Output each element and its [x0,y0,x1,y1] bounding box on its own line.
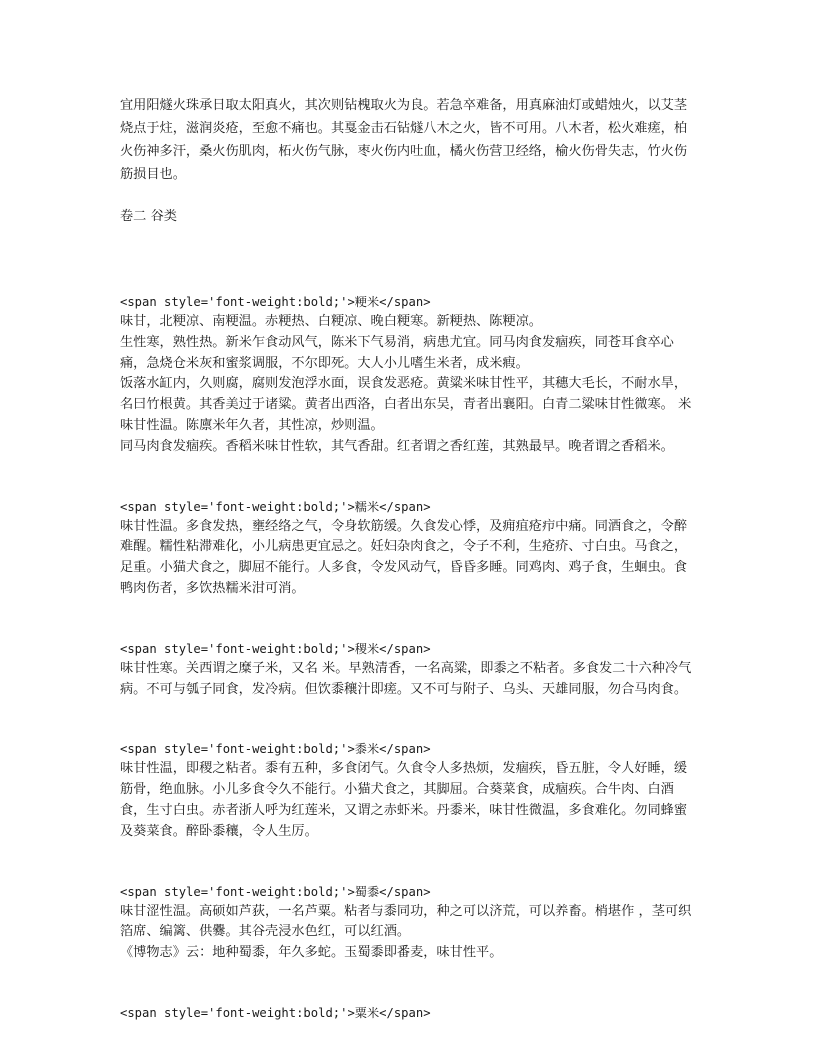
entries-list [120,292,700,1023]
entry-paragraph: 味甘性寒。关西谓之糜子米，又名 米。早熟清香，一名高粱，即黍之不粘者。多食发二十六种冷气病。不可与瓠子同食，发冷病。但饮黍穰汁即瘥。又不可与附子、乌头、天雄同服，勿合马肉食。 [120,660,692,697]
intro-paragraph: 宜用阳燧火珠承日取太阳真火，其次则钻槐取火为良。若急卒难备，用真麻油灯或蜡烛火，以艾茎烧点于炷，滋润炎疮，至愈不痛也。其戛金击石钻燧八木之火，皆不可用。八木者，松火难瘥，柏火伤神多汗，桑火伤肌肉，柘火伤气脉，枣火伤内吐血，橘火伤营卫经络，榆火伤骨失志，竹火伤筋损目也。 [120,98,688,182]
entry [120,639,700,701]
entry [120,292,700,458]
entry-paragraph: 《博物志》云：地种蜀黍，年久多蛇。玉蜀黍即番麦，味甘性平。 [120,945,503,961]
entry-paragraph: 味甘性温，即稷之粘者。黍有五种，多食闭气。久食令人多热烦，发痼疾，昏五脏，令人好睡，缓筋骨，绝血脉。小儿多食令久不能行。小猫犬食之，其脚屈。合葵菜食，成痼疾。合牛肉、白酒食，生寸白虫。赤者浙人呼为红莲米，又谓之赤虾米。丹黍米，味甘性微温，多食难化。勿同蜂蜜及葵菜食。醉卧黍穰，令人生厉。 [120,761,688,839]
entry-body [120,659,700,701]
entry-paragraph: 同马肉食发痼疾。香稻米味甘性软，其气香甜。红者谓之香红莲，其熟最早。晚者谓之香稻米。 [120,438,674,454]
entry-heading: <span style='font-weight:bold;'>粳米</span> [120,295,431,309]
entry-body [120,517,700,600]
entry [120,882,700,964]
entry-paragraph: 味甘，北粳凉、南粳温。赤粳热、白粳凉、晚白粳寒。新粳热、陈粳凉。 [120,314,542,329]
entry-body [120,759,700,842]
entry-heading: <span style='font-weight:bold;'>稷米</span> [120,641,431,656]
entry-paragraph: 饭落水缸内，久则腐，腐则发泡浮水面，误食发恶疮。黄粱米味甘性平，其穗大毛长，不耐水旱，名曰竹根黄。其香美过于诸粱。黄者出西洛，白者出东吴，青者出襄阳。白青二粱味甘性微寒。 米味甘性温。陈廪米年久者，其性凉，炒则温。 [120,376,692,433]
entry-paragraph: 味甘性温。多食发热，壅经络之气，令身软筋缓。久食发心悸，及痈疽疮疖中痛。同酒食之，令醉难醒。糯性粘滞难化，小儿病患更宜忌之。妊妇杂肉食之，令子不利，生疮疥、寸白虫。马食之，足重。小猫犬食之，脚屈不能行。人多食，令发风动气，昏昏多睡。同鸡肉、鸡子食，生蛔虫。食鸭肉伤者，多饮热糯米泔可消。 [120,518,688,596]
intro-section [120,94,700,186]
entry-paragraph: 生性寒，熟性热。新米乍食动风气，陈米下气易消，病患尤宜。同马肉食发痼疾，同苍耳食卒心痛，急烧仓米灰和蜜浆调服，不尔即死。大人小儿嗜生米者，成米瘕。 [120,334,674,371]
entry-heading: <span style='font-weight:bold;'>黍米</span> [120,742,431,757]
entry-heading: <span style='font-weight:bold;'>蜀黍</span> [120,884,431,899]
document-page [120,94,700,1023]
entry [120,497,700,600]
entry-body [120,902,700,964]
entry-paragraph: 味甘涩性温。高硕如芦荻，一名芦粟。粘者与黍同功，种之可以济荒，可以养畜。梢堪作 ，茎可织箔席、编篱、供爨。其谷壳浸水色红，可以红酒。 [120,903,692,940]
entry [120,739,700,842]
entry-heading: <span style='font-weight:bold;'>糯米</span> [120,499,431,514]
chapter-title: 卷二 谷类 [120,209,177,224]
entry [120,1003,700,1023]
entry-body [120,312,700,458]
entry-heading: <span style='font-weight:bold;'>粟米</span> [120,1005,431,1020]
